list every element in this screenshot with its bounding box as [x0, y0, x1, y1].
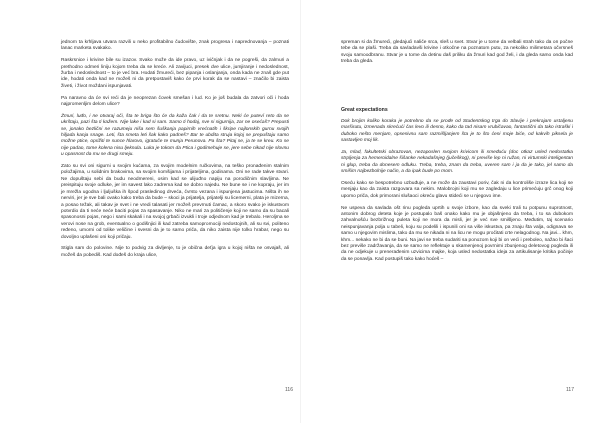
left-page-text — [61, 40, 289, 265]
paragraph: spreman si da žmureći, gledajući naliče srca, sleš u svet. Stvar je u tome da velbali strah tako da on počne tebe da se plaši. Treba da savladavši krivine i otkočne na poznatom putu, za nekoliko milimetara očvrsneš svoju samoodbranu. Stvar je u tome da detinu daš priliku da žmuri kad god želi, i da gleda samo onda kad treba da gleda. — [341, 40, 573, 65]
paragraph: Raskrsnice i krivine bile su izazov. Svako može da ide pravo, uz ivičnjak i da ne pogreši, da zalmuri a prethodno odmeri liniju kojom treba da se kreće. Ali zavijuci, presek dve ulice, jumjiranje i nedoslednost, žurba i nedoslednost – to je već bra. Hodati žmureći, bez pipanja i oslanjanja, onda kada ne znaš gde put ide, hodati onda kad ne možeš ni da pretpostaviš kako će prvi korak da se nastavi – značilo bi zaista živeti, i život moždani ispunjavati. — [61, 58, 289, 89]
paragraph: Ne uspeva da savlada ošt rinu pogleda uprtih u svoje izbore, kao da sveki trali tu potpunu suprotnost, antonim dobrog deteta koje je postupalo baš onako kako mu je objašnjeno da treba, i to sa dubokom zahvalnošću bezbrižnog puleta koji ne mora da misli, jer je već sve smišljeno. Međutim, taj scenario neispunjavanja polja u tabeli, koju su podelili i ispunili oni sa više iskustva, pa znaju šta valja, odignava se samo u njegovim mislima, tako da mu se nikada ni na licu ne mogu pročitati crte nelagodnog. Na javi... khm, khm... nekako ne bi da se buni. Na javi se treba sudariti sa ponozom koji bi on veći i preboleo, nažao bi šaci bez previše zadržavanja, da se samo ne reflektuje u skamenjenoj povrnimi zbunjenog deletovog pogleda ili da ne odjekuje u prenerađenim uzvicima majke, koja usled nedostatka ideja za artikulisanje kritika počinje da se ponavlja. Kad postupiš tako kako hoćeš – — [341, 205, 573, 262]
paragraph: jednom ta krhljava utvara razvili u neko profitabilno čudovište, znak progresa i naprednovanja – poznati lanac marketa svakako. — [61, 40, 289, 52]
section-gap — [341, 71, 573, 99]
paragraph: Zato su svi oni sigurni u svojim kućama, za svojim modelnim ručkovima, na teško pronađenim stalnim položajima, u solidnim brakovima, sa svojim komšijama i prijateljima, godinama. Oni ne rade takve stvari. Ne dopuštaju sebi da budu neodmereni, osim kad se ulijuđno napiju na porodičnim slavljima. Ne preispituju svoje odluke, jer im savest lako zadrema kad se dobro najedu. Ne bune se i ne kopraju, jer im je mrežla ugodna i ljuljuška ih špod prasledinog drveća, čvrsto vezana i ispunjena jastucima. Ništa ih ne nerviri, jer je sve bali ovako kako treba da bude – skoci ja prijatelja, prijatelji su licemerni, plata je mizerna, a posao težak, ali takav je svet i ne vredi talasati jer možeš prevrnuti čamac, a skoro svako je iskustvom potvrdio da ti neće neće baciti pojas za spasavanje. Niko ne mari za političenje koji ne samo da su bacali spasonosni pojas, nego i sami skakali i na svojoj grbači izvukli i troje odjednom kad je trebalo. Heroljma se verovi nose na grob, eventualno o godišnjici ili kad zatreba samopromociji nedostojnih, ali su svi, politeno ređeno, umorni od tolike veličine i svesni da je to samo priča, da niko zaista nije tolko hrabar, nego su dovoljno uplašeni oni koji pričaju. — [61, 164, 289, 240]
page-number: 117 — [566, 387, 574, 393]
italic-paragraph: Žmuri, luđo, i ne otvaraj oči, šta te briga što će da kaža čak i da te sretnu. Neki će puteví reto da se ukrštaju, pazi šta ti kažem. Nije lake i kad si sam. Samo ti hodaj, sve si sigurnija, zar ne osećaš? Prepusti se, jonako bezlični ne razumeju niša sem šuškanja papirnih vrećnatih i škripe najlonskih gurnu svojih hiljada kanja snage. Leti, šta smeta leti šak kako padneš? Bar te ubdita strujа kojoj se prepuštaju samo možne ptice, oprižiti te sunce hlarovo, igratuče te munja Perunova. Pa šta? Pitaj se, ja te se kreu. Ko se nije padao, tome kolena nisu ljeknula. Luka je tokom da Ptica i godimehuje se, jere sebe nikad nije slovnu u opasnost da mu se drugi smeju. — [61, 113, 289, 158]
paragraph: Pa naravno da će svi reći da je neoprezan čovek smešan i lud. Ko je još budala da zatvori oči i hoda najpromenljim delom ulice? — [61, 95, 289, 108]
paragraph: Stigla sam do polovine. Nije to podvig za divljenje, to je obična deťja igra u kojoj ništa ne osvajaš, ali možeš da pobediš. Kad dođeš do kraja ulice, — [61, 246, 289, 258]
section-heading: Great expectations — [341, 107, 388, 114]
paragraph: Oseću kako se bespotrebno uzbuđuje, a ne može da zaustavi poriv, čak ni da kontroliše izraze lica koji se menjaju kao da zaista razgovara sa nekim. Malobrojni koji mu se zagledaju u lice primećuju grč onog koji upomo priča, dok primorani slušaoci okreću glavu stideći se u njegovo ime. — [341, 181, 573, 199]
italic-paragraph: Ja, mlad, fakultetski obrazovan, nezaposlen svojom krivicom ili smeđuću (doc otkaz usled nedostatka strpljenja za hemeroidalne šišanke nekadašnjeg (jučeškog), ni previše lep ni ružan, ni virtumski inteligentan ni glup, treba da donesem odluku. Treba, treba, znam da treba, uveren sam i ja da je tako, jel samo da smišim najbezbolnije način, a da ipak bude po mom. — [341, 150, 573, 175]
page-number: 116 — [285, 387, 293, 393]
right-page — [300, 0, 600, 423]
right-page-text — [341, 40, 573, 269]
italic-paragraph: Dok brojim koliko koraka je potrebno da se prođe od Studentskog trga do Slavije i prekrajam ustaljenu marširutu, izmenada skrećući čas levo ili desno, kako da tad nisam vrubičavao, fantastični da tako istraški i dubokо nešto menjam, opsesivnu sam razmišljanjem šta je to što ćeni moje biće, od kakvih piksela je sastavljen moj lik. — [341, 119, 573, 144]
